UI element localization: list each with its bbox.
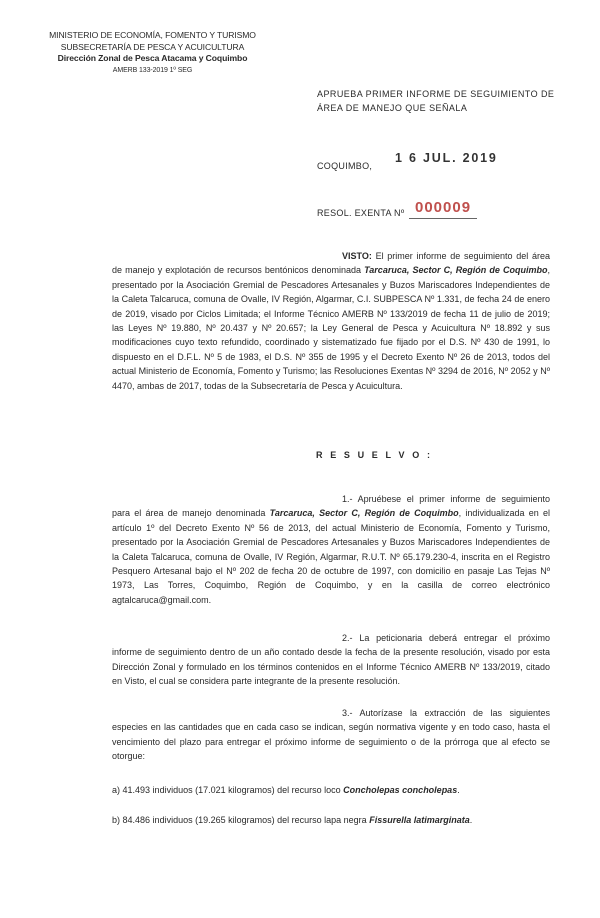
- article-1-area-name: Tarcaruca, Sector C, Región de Coquimbo: [269, 508, 459, 519]
- article-1-text: Apruébese el primer informe de seguimiento para el área de manejo denominada: [112, 494, 550, 519]
- species-item-a: [112, 783, 550, 797]
- article-3-text: Autorízase la extracción de las siguientes especies en las cantidades que en cada caso se indican, según normativa vigente y en todo caso, hasta el vencimiento del plazo para entregar el próximo informe de seguimiento o de la prórroga que al efecto se otorgue:: [112, 708, 550, 762]
- number-underline: [409, 218, 477, 219]
- subsecretariat-name: SUBSECRETARÍA DE PESCA Y ACUICULTURA: [60, 41, 245, 52]
- article-1-text-continued: , individualizada en el artículo 1º del Decreto Exento Nº 56 de 2013, del actual Ministerio de Economía, Fomento y Turismo, presentado por la Asociación Gremial de Pescadores Artesanales y Buzos Mariscadores Independientes de la Caleta Talcaruca, comuna de Ovalle, IV Región, Algarmar, R.U.T. Nº 65.179.230-4, inscrita en el Registro Pesquero Artesanal bajo el Nº 202 de fecha 20 de octubre de 1997, con domicilio en pasaje Las Tejas Nº 1973, Las Torres, Coquimbo, Región de Coquimbo, y en la casilla de correo electrónico agtalcaruca@gmail.com.: [112, 508, 551, 605]
- date-line: [317, 153, 567, 177]
- species-b-text: 84.486 individuos (19.265 kilogramos) del recurso lapa negra: [122, 815, 367, 825]
- resolution-number-line: [317, 199, 567, 223]
- visto-area-name: Tarcaruca, Sector C, Región de Coquimbo: [364, 265, 548, 276]
- resolution-label: RESOL. EXENTA Nº: [317, 208, 405, 218]
- article-2: [112, 631, 550, 689]
- species-item-b: [112, 813, 550, 827]
- city-label: COQUIMBO,: [317, 161, 373, 171]
- species-a-letter: a): [112, 785, 121, 795]
- visto-label: VISTO:: [342, 251, 372, 261]
- species-b-end: .: [469, 815, 473, 825]
- species-a-name: Concholepas concholepas: [343, 785, 458, 795]
- species-a-text: 41.493 individuos (17.021 kilogramos) del recurso loco: [122, 785, 341, 795]
- resolution-subject: APRUEBA PRIMER INFORME DE SEGUIMIENTO DE ÁREA DE MANEJO QUE SEÑALA: [317, 89, 555, 113]
- species-a-end: .: [457, 785, 460, 795]
- species-b-name: Fissurella latimarginata: [369, 815, 470, 825]
- date-stamp: 1 6 JUL. 2019: [395, 151, 498, 165]
- article-2-text: La peticionaria deberá entregar el próximo informe de seguimiento dentro de un año contado desde la fecha de la presente resolución, visado por esta Dirección Zonal y formulado en los términos contenidos en el Informe Técnico AMERB Nº 133/2019, citado en Visto, el cual se considera parte integrante de la presente resolución.: [112, 633, 550, 687]
- resuelvo-heading: R E S U E L V O :: [316, 450, 433, 460]
- letterhead: [30, 30, 275, 76]
- ministry-name: MINISTERIO DE ECONOMÍA, FOMENTO Y TURISMO: [49, 30, 256, 40]
- visto-text-continued: , presentado por la Asociación Gremial de Pescadores Artesanales y Buzos Mariscadores Independientes de la Caleta Talcaruca, comuna de Ovalle, IV Región, Algarmar, C.I. SUBPESCA Nº 1.331, de fecha 24 de enero de 2019, visado por Ciclos Limitada; el Informe Técnico AMERB Nº 133/2019 de fecha 11 de julio de 2019; las Leyes Nº 19.880, Nº 20.437 y Nº 20.657; la Ley General de Pesca y Acuicultura Nº 18.892 y sus modificaciones cuyo texto refundido, coordinado y sistematizado fue fijado por el D.S. Nº 430 de 1991, lo dispuesto en el D.F.L. Nº 5 de 1983, el D.S. Nº 355 de 1995 y el Decreto Exento Nº 26 de 2013, todos del actual Ministerio de Economía, Fomento y Turismo; las Resoluciones Exentas Nº 3294 de 2016, Nº 2052 y Nº 4470, ambas de 2017, todas de la Subsecretaría de Pesca y Acuicultura.: [112, 265, 550, 391]
- article-1: [112, 492, 550, 607]
- article-1-number: 1.-: [342, 494, 353, 504]
- resolution-number: 000009: [415, 199, 472, 216]
- visto-text: El primer informe de seguimiento del área de manejo y explotación de recursos bentónicos denominada: [112, 251, 550, 276]
- article-2-number: 2.-: [342, 633, 353, 643]
- visto-paragraph: [112, 249, 550, 393]
- article-3: [112, 706, 550, 764]
- article-3-number: 3.-: [342, 708, 353, 718]
- species-b-letter: b): [112, 815, 121, 825]
- file-reference: AMERB 133-2019 1º SEG: [112, 66, 193, 74]
- zonal-office-name: Dirección Zonal de Pesca Atacama y Coquimbo: [57, 53, 248, 64]
